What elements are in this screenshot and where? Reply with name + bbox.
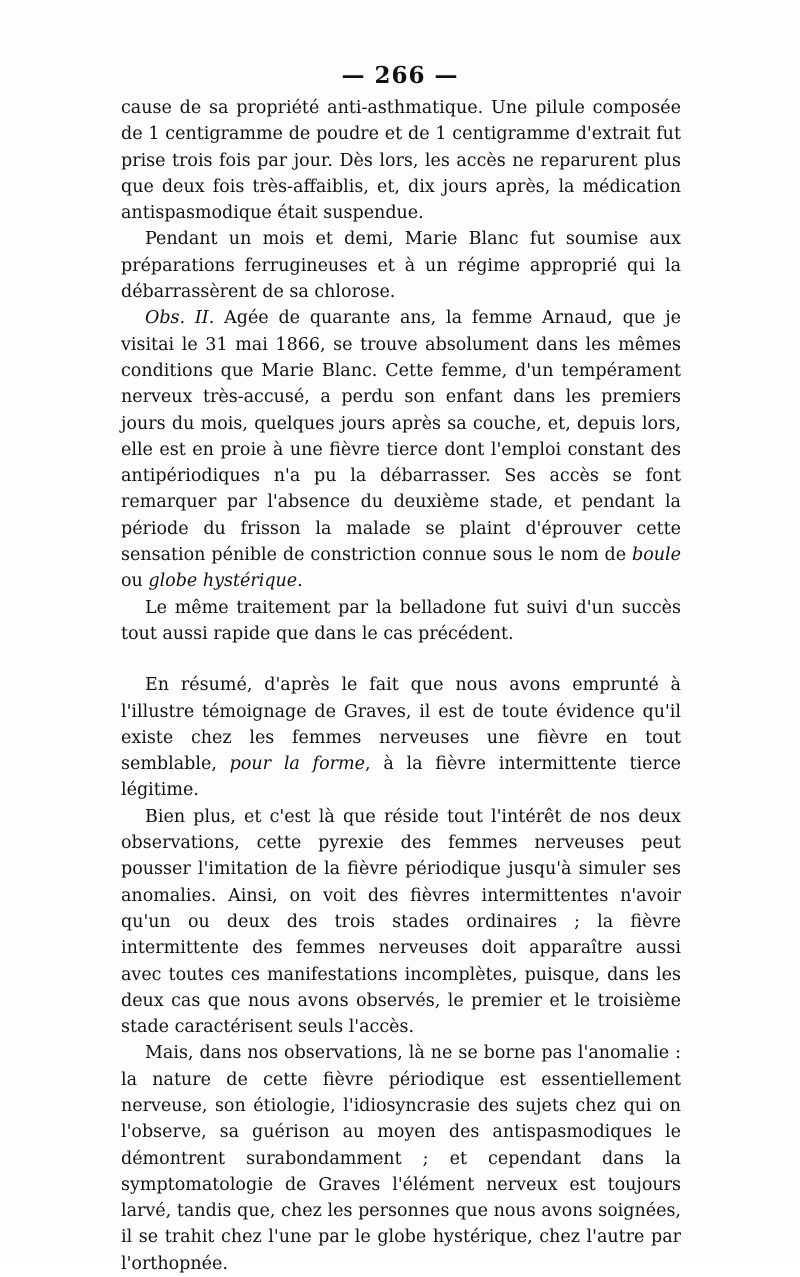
page-number: — 266 — [341, 62, 459, 89]
observation-text-end: . [297, 571, 303, 592]
italic-phrase-pour-la-forme: pour la forme [229, 754, 365, 775]
body-text [121, 95, 681, 1277]
paragraph-treatment: Le même traitement par la belladone fut suivi d'un succès tout aussi rapide que dans le cas précédent. [121, 597, 681, 644]
paragraph-continuation: cause de sa propriété anti-asthmatique. Une pilule composée de 1 centigramme de poudre et de 1 centigramme d'extrait fut prise trois fois par jour. Dès lors, les accès ne reparurent plus que deux fois très-affaiblis, et, dix jours après, la médication antispasmodique était suspendue. [121, 98, 681, 224]
observation-text: Agée de quarante ans, la femme Arnaud, que je visitai le 31 mai 1866, se trouve absolument dans les mêmes conditions que Marie Blanc. Cette femme, d'un tempérament nerveux très-accusé, a perdu son enfant dans les premiers jours du mois, quelques jours après sa couche, et, depuis lors, elle est en proie à une fièvre tierce dont l'emploi constant des antipériodiques n'a pu la débarrasser. Ses accès se font remarquer par l'absence du deuxième stade, et pendant la période du frisson la malade se plaint d'éprouver cette sensation pénible de constriction connue sous le nom de [121, 308, 682, 566]
paragraph-conclusion: Mais, dans nos observations, là ne se borne pas l'anomalie : la nature de cette fièvre périodique est essentiellement nerveuse, son étiologie, l'idiosyncrasie des sujets chez qui on l'observe, sa guérison au moyen des antispasmodiques le démontrent surabondamment ; et cependant dans la symptomatologie de Graves l'élément nerveux est toujours larvé, tandis que, chez les personnes que nous avons soignées, il se trahit chez l'une par le globe hystérique, chez l'autre par l'orthopnée. [121, 1043, 681, 1274]
observation-text-mid: ou [121, 571, 149, 592]
paragraph-summary [121, 672, 681, 803]
italic-term-globe: globe hystérique [148, 571, 298, 592]
observation-label: Obs. II. [145, 308, 215, 329]
summary-text-end: , à la fièvre intermittente tierce légitime. [121, 754, 681, 801]
summary-text-start: En résumé, d'après le fait que nous avons emprunté à l'illustre témoignage de Graves, il est de toute évidence qu'il existe chez les femmes nerveuses une fièvre en tout semblable, [121, 675, 681, 775]
paragraph-observation-2 [121, 305, 681, 594]
paragraph-anomalies: Bien plus, et c'est là que réside tout l'intérêt de nos deux observations, cette pyrexie des femmes nerveuses peut pousser l'imitation de la fièvre périodique jusqu'à simuler ses anomalies. Ainsi, on voit des fièvres intermittentes n'avoir qu'un ou deux des trois stades ordinaires ; la fièvre intermittente des femmes nerveuses doit apparaître aussi avec toutes ces manifestations incomplètes, puisque, dans les deux cas que nous avons observés, le premier et le troisième stade caractérisent seuls l'accès. [121, 806, 681, 1038]
paragraph-marie-blanc: Pendant un mois et demi, Marie Blanc fut soumise aux préparations ferrugineuses et à un régime approprié qui la débarrassèrent de sa chlorose. [121, 229, 681, 303]
italic-term-boule: boule [632, 545, 681, 566]
